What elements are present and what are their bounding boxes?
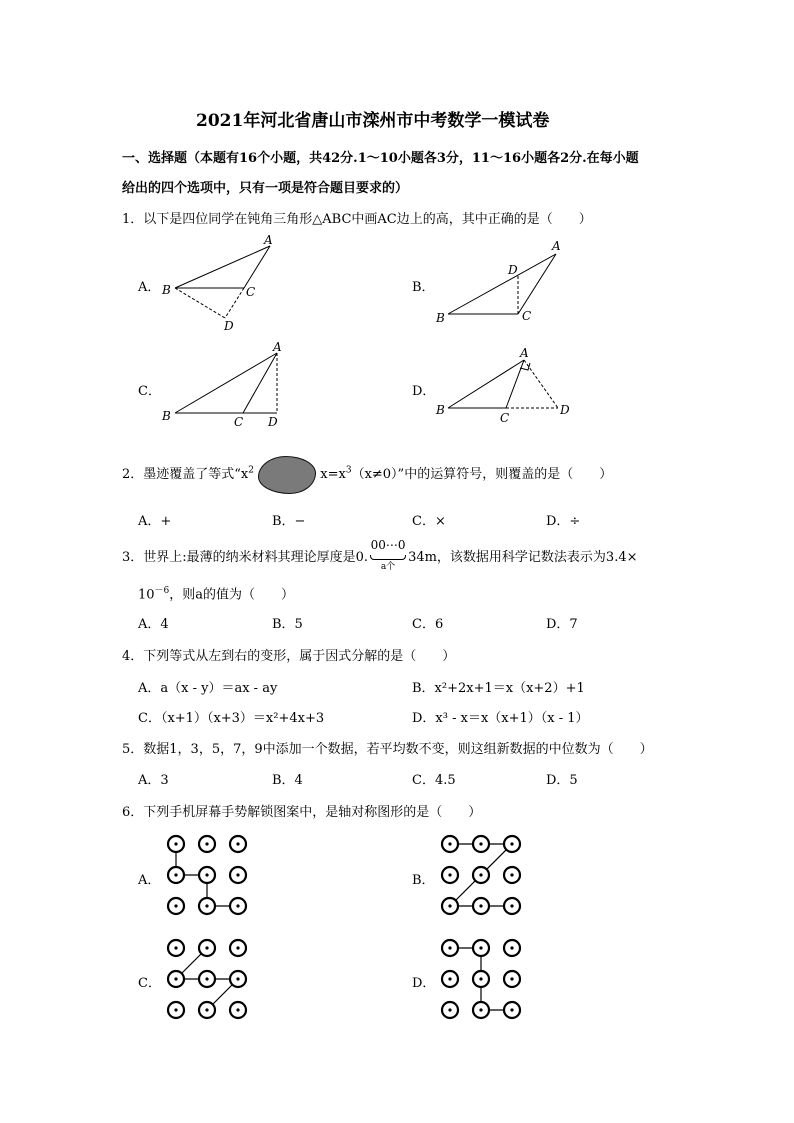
- pattern-dot: [230, 1002, 246, 1018]
- q1a-label-d: D: [224, 319, 234, 333]
- question-6-stem: 6．下列手机屏幕手势解锁图案中，是轴对称图形的是（ ）: [122, 805, 482, 820]
- q1c-label-a: A: [273, 340, 282, 354]
- pattern-dot: [442, 898, 458, 914]
- page-title: 2021年河北省唐山市滦州市中考数学一模试卷: [196, 111, 550, 131]
- section-heading-line1: 一、选择题（本题有16个小题，共42分.1～10小题各3分，11～16小题各2分.在每小题: [122, 151, 639, 166]
- q1c-label-b: B: [162, 409, 171, 423]
- question-2-stem: [122, 463, 612, 484]
- pattern-dot: [168, 1002, 184, 1018]
- pattern-dot: [230, 867, 246, 883]
- pattern-dot: [168, 940, 184, 956]
- q3-underbrace: [368, 538, 408, 572]
- pattern-dot: [504, 940, 520, 956]
- question-5-stem: 5．数据1，3，5，7，9中添加一个数据，若平均数不变，则这组新数据的中位数为（ ）: [122, 742, 653, 757]
- q1d-label-a: A: [520, 346, 529, 360]
- pattern-dot: [504, 971, 520, 987]
- question-3-stem: [122, 538, 638, 572]
- q1-option-d-label: D．: [412, 384, 436, 399]
- q5-option-d: D．5: [546, 773, 578, 788]
- q1-figure-d: [432, 346, 577, 426]
- q3-text-after: 34m，该数据用科学记数法表示为3.4×: [408, 550, 638, 565]
- section-heading-line2: 给出的四个选项中，只有一项是符合题目要求的）: [122, 181, 409, 196]
- q2-option-c: C．×: [412, 514, 446, 529]
- pattern-dot: [230, 940, 246, 956]
- q3-exp: －6: [154, 586, 170, 596]
- q6-option-d-label: D．: [412, 976, 436, 991]
- pattern-dot: [504, 867, 520, 883]
- q1d-label-c: C: [500, 411, 510, 425]
- q1-option-a-label: A．: [138, 280, 161, 295]
- pattern-dot: [473, 898, 489, 914]
- q2-exp-mid: 3: [345, 465, 352, 476]
- pattern-dot: [168, 867, 184, 883]
- pattern-dot: [442, 1002, 458, 1018]
- pattern-dot: [442, 867, 458, 883]
- q5-option-b: B．4: [272, 773, 303, 788]
- pattern-dot: [168, 898, 184, 914]
- q1a-label-b: B: [162, 283, 171, 297]
- q4-option-b: B．x²+2x+1＝x（x+2）+1: [412, 681, 585, 696]
- ink-blot: [258, 456, 316, 494]
- q6-pattern-c: [162, 934, 252, 1024]
- q1d-label-d: D: [560, 403, 570, 417]
- q4-option-c: C．（x+1）（x+3）＝x²+4x+3: [138, 711, 325, 726]
- q3-line2-after: ，则a的值为（ ）: [169, 587, 295, 603]
- pattern-dot: [442, 971, 458, 987]
- q6-pattern-d: [436, 934, 526, 1024]
- pattern-dot: [504, 898, 520, 914]
- q1b-label-c: C: [522, 309, 532, 323]
- pattern-dot: [473, 836, 489, 852]
- q4-option-a: A．a（x - y）＝ax - ay: [138, 681, 278, 696]
- q2-exp-before: 2: [248, 465, 254, 476]
- q2-option-a: A．+: [138, 514, 172, 529]
- q6-option-a-label: A．: [138, 873, 161, 888]
- pattern-dot: [473, 971, 489, 987]
- q1-option-b-label: B．: [412, 280, 435, 295]
- q6-pattern-a: [162, 830, 252, 920]
- q3-zeros: 00⋯0: [370, 538, 406, 552]
- pattern-dot: [199, 898, 215, 914]
- pattern-dot: [230, 836, 246, 852]
- q3-text-before: 3．世界上:最薄的纳米材料其理论厚度是0.: [122, 550, 369, 565]
- q3-option-d: D．7: [546, 617, 578, 632]
- q2-option-d: D．÷: [546, 514, 581, 529]
- q2-text-mid: x=x: [320, 467, 346, 482]
- q3-option-b: B．5: [272, 617, 303, 632]
- q3-option-c: C．6: [412, 617, 444, 632]
- pattern-dot: [199, 940, 215, 956]
- q5-option-a: A．3: [138, 773, 169, 788]
- q2-text-before: 2．墨迹覆盖了等式“x: [122, 467, 249, 482]
- pattern-dot: [199, 971, 215, 987]
- pattern-dot: [168, 836, 184, 852]
- pattern-dot: [473, 940, 489, 956]
- q1-figure-c: [160, 340, 290, 432]
- q3-ten: 10: [138, 587, 155, 603]
- pattern-dot: [473, 867, 489, 883]
- q6-pattern-b: [436, 830, 526, 920]
- q1-figure-a: [160, 232, 290, 332]
- pattern-dot: [504, 836, 520, 852]
- q6-option-c-label: C．: [138, 976, 161, 991]
- pattern-dot: [473, 1002, 489, 1018]
- q1b-label-b: B: [436, 311, 445, 325]
- q3-count: a个: [380, 562, 396, 572]
- q5-option-c: C．4.5: [412, 773, 456, 788]
- pattern-dot: [199, 836, 215, 852]
- pattern-dot: [199, 867, 215, 883]
- q1d-label-b: B: [436, 403, 445, 417]
- q1c-label-c: C: [234, 415, 244, 429]
- pattern-dot: [230, 971, 246, 987]
- q1-option-c-label: C．: [138, 384, 161, 399]
- q1a-label-a: A: [264, 233, 273, 247]
- q1a-label-c: C: [246, 285, 256, 299]
- q6-option-b-label: B．: [412, 873, 435, 888]
- q1c-label-d: D: [268, 415, 278, 429]
- question-1-stem: 1．以下是四位同学在钝角三角形△ABC中画AC边上的高，其中正确的是（ ）: [122, 212, 592, 227]
- question-4-stem: 4．下列等式从左到右的变形，属于因式分解的是（ ）: [122, 649, 456, 664]
- q4-option-d: D．x³ - x＝x（x+1）（x - 1）: [412, 711, 589, 726]
- pattern-dot: [504, 1002, 520, 1018]
- pattern-dot: [230, 898, 246, 914]
- q1-figure-b: [432, 236, 572, 331]
- q3-option-a: A．4: [138, 617, 169, 632]
- q1b-label-d: D: [508, 263, 518, 277]
- pattern-dot: [199, 1002, 215, 1018]
- q2-option-b: B．−: [272, 514, 306, 529]
- q2-text-after: （x≠0）”中的运算符号，则覆盖的是（ ）: [351, 467, 613, 482]
- q1b-label-a: A: [552, 239, 561, 253]
- pattern-dot: [442, 940, 458, 956]
- pattern-dot: [168, 971, 184, 987]
- pattern-dot: [442, 836, 458, 852]
- question-3-line2: [138, 583, 294, 602]
